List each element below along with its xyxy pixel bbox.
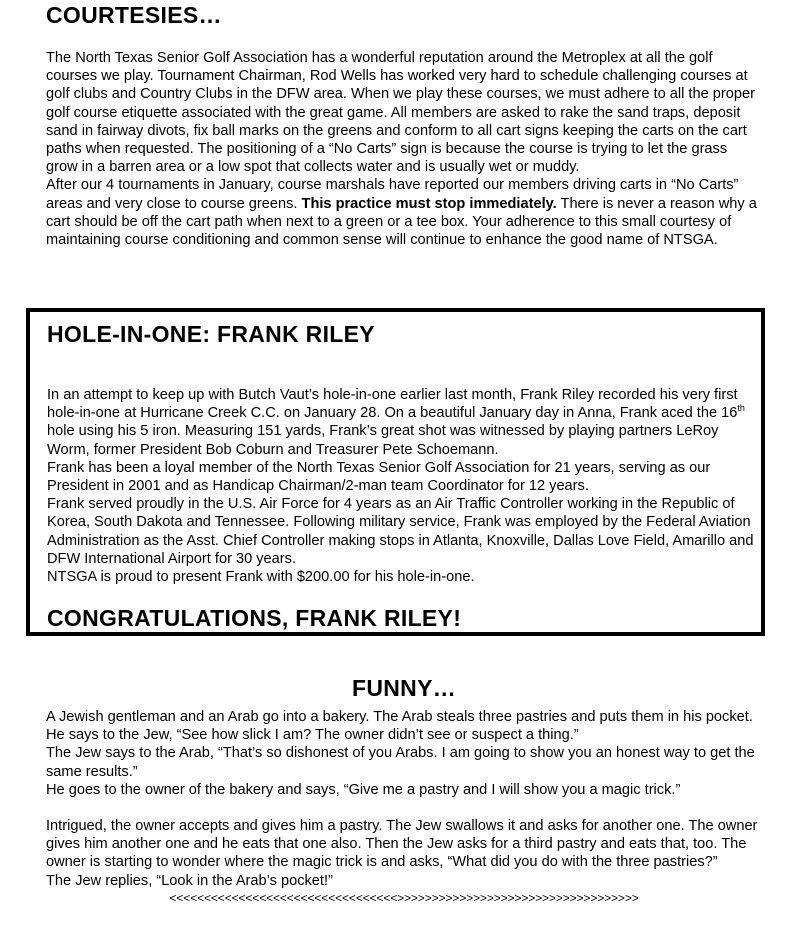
funny-line-6: The Jew replies, “Look in the Arab’s pocket!” (46, 872, 333, 889)
hio-p1-a: In an attempt to keep up with Butch Vaut’s hole-in-one earlier last month, Frank Riley recorded his very first hole-in-one at Hurricane Creek C.C. on January 28. On a beautiful January day in Anna, Frank aced the 16 (47, 387, 738, 422)
hio-p1-sup: th (737, 403, 745, 414)
courtesies-section (46, 2, 762, 249)
hole-in-one-paragraph-4: NTSGA is proud to present Frank with $200.00 for his hole-in-one. (47, 569, 475, 586)
funny-line-2: He says to the Jew, “See how slick I am? The owner didn’t see or suspect a thing.” (46, 727, 579, 744)
courtesies-p2-end: There is never a reason why a cart should be off the cart path when next to a green or a tee box. Your adherence to this small courtesy of maintaining course conditioning and common sense will continue to enhance the good name of NTSGA. (46, 195, 757, 249)
hole-in-one-content (47, 321, 757, 670)
paragraph-gap (46, 799, 762, 817)
hole-in-one-paragraph-3: Frank served proudly in the U.S. Air Force for 4 years as an Air Traffic Controller working in the Republic of Korea, South Dakota and Tennessee. Following military service, Frank was employed by the Federal Aviation Administration as the Asst. Chief Controller making stops in Atlanta, Knoxville, Dallas Love Field, Amarillo and DFW International Airport for 30 years. (47, 496, 754, 567)
funny-line-4: He goes to the owner of the bakery and says, “Give me a pastry and I will show you a magic trick.” (46, 781, 681, 798)
courtesies-heading: COURTESIES… (46, 2, 222, 28)
congratulations-heading: CONGRATULATIONS, FRANK RILEY! (47, 605, 462, 632)
hole-in-one-box (26, 308, 765, 636)
courtesies-paragraph-1: The North Texas Senior Golf Association has a wonderful reputation around the Metroplex at all the golf courses we play. Tournament Chairman, Rod Wells has worked very hard to schedule challenging courses at golf clubs and Country Clubs in the DFW area. When we play these courses, we must adhere to all the proper golf course etiquette associated with the great game. All members are asked to rake the sand traps, deposit sand in fairway divots, fix ball marks on the greens and conform to all cart signs keeping the carts on the cart paths when requested. The positioning of a “No Carts” sign is because the course is trying to let the grass grow in a barren area or a low spot that collects water and is usually wet or muddy. (46, 50, 755, 176)
funny-line-5: Intrigued, the owner accepts and gives him a pastry. The Jew swallows it and asks for another one. The owner gives him another one and he eats that one also. Then the Jew asks for a third pastry and eats that, too. The owner is starting to wonder where the magic trick is and asks, “What did you do with the three pastries?” (46, 818, 758, 871)
funny-line-3: The Jew says to the Arab, “That’s so dishonest of you Arabs. I am going to show you an honest way to get the same results.” (46, 745, 755, 780)
section-divider: <<<<<<<<<<<<<<<<<<<<<<<<<<<<<<<<<>>>>>>>>>>>>>>>>>>>>>>>>>>>>>>>>>>> (169, 891, 639, 906)
hole-in-one-paragraph-2: Frank has been a loyal member of the North Texas Senior Golf Association for 21 years, serving as our President in 2001 and as Handicap Chairman/2-man team Coordinator for 12 years. (47, 459, 711, 495)
courtesies-p2-bold: This practice must stop immediately. (301, 195, 557, 212)
hole-in-one-paragraph-1 (47, 386, 757, 459)
hole-in-one-heading: HOLE-IN-ONE: FRANK RILEY (47, 321, 375, 347)
hio-p1-b: hole using his 5 iron. Measuring 151 yards, Frank’s great shot was witnessed by playing partners LeRoy Worm, former President Bob Coburn and Treasurer Pete Schoemann. (47, 423, 719, 458)
courtesies-paragraph-2 (46, 176, 762, 249)
funny-heading: FUNNY… (351, 675, 457, 701)
funny-section (46, 675, 762, 906)
funny-line-1: A Jewish gentleman and an Arab go into a bakery. The Arab steals three pastries and puts them in his pocket. (46, 709, 753, 725)
courtesies-p2-start: After our 4 tournaments in January, course marshals have reported our members driving carts in “No Carts” areas and very close to course greens. (46, 177, 739, 212)
